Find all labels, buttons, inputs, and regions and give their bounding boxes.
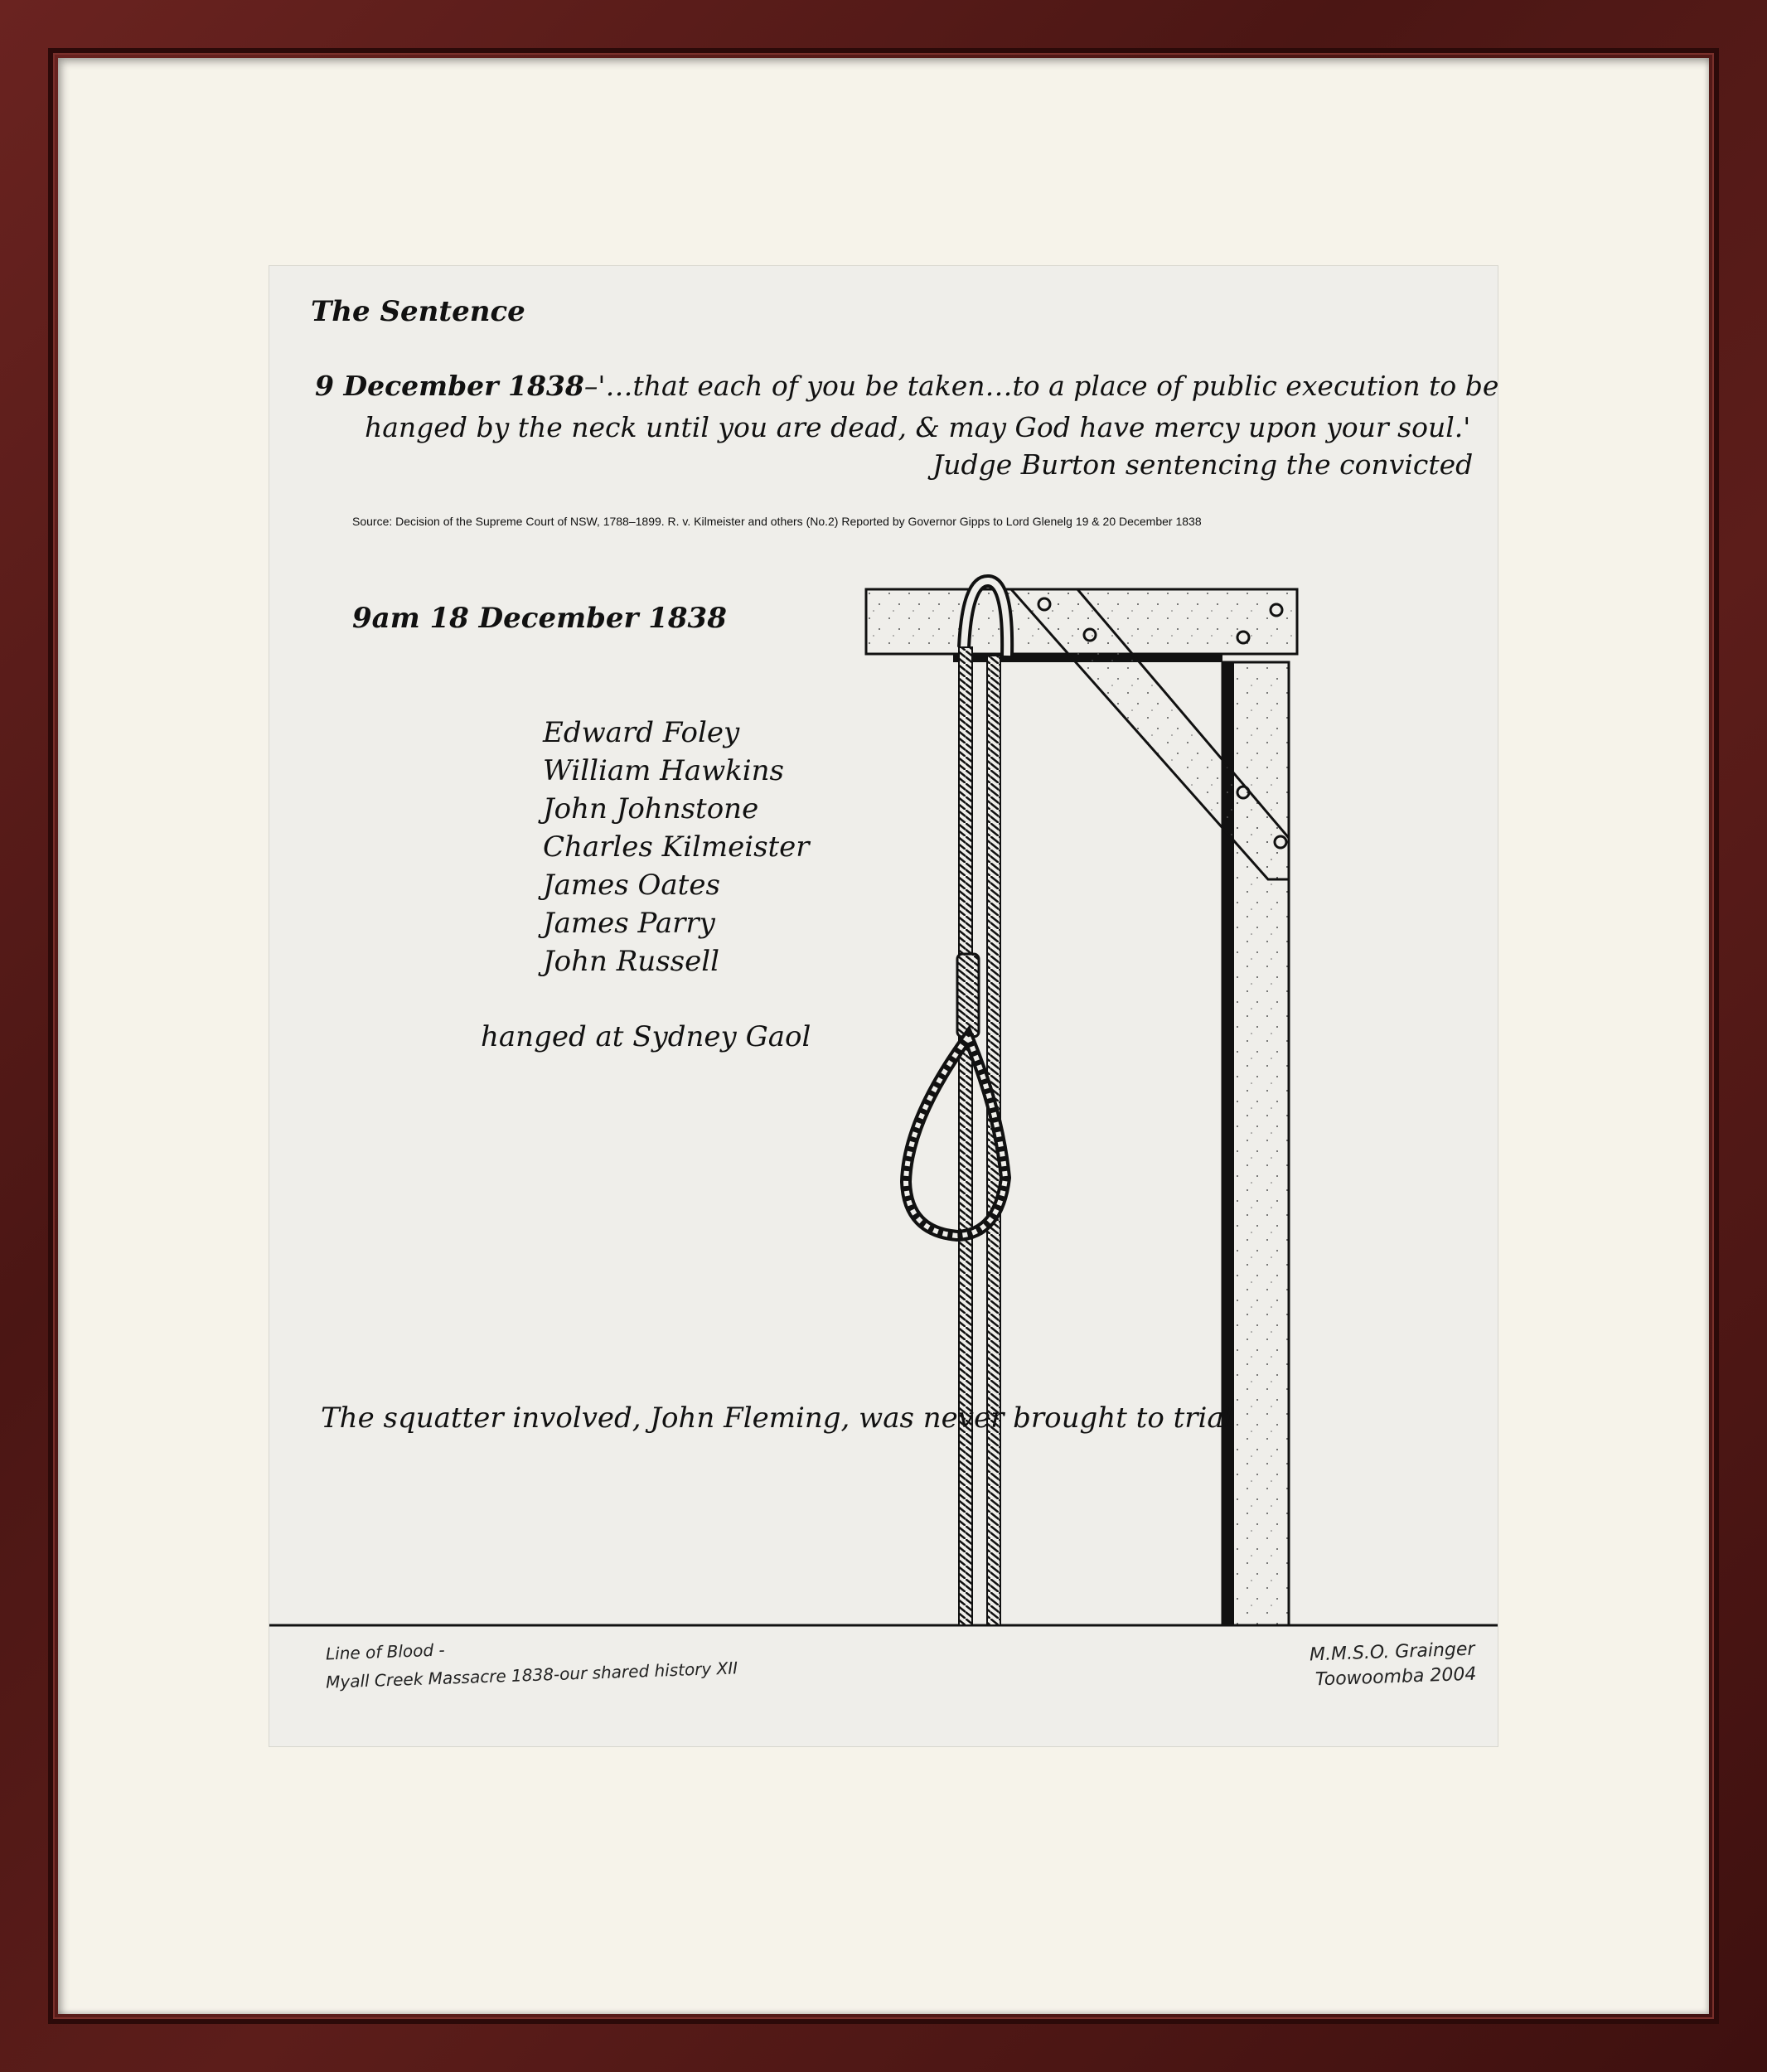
- sentence-quote-line-2: hanged by the neck until you are dead, & may God have mercy upon your soul.': [365, 411, 1471, 443]
- execution-date: 9am 18 December 1838: [352, 602, 727, 635]
- artwork-title: The Sentence: [311, 295, 525, 328]
- name-item: William Hawkins: [543, 754, 785, 787]
- gallows-drawing: [269, 266, 1498, 1746]
- artwork-place-year: Toowoomba 2004: [1314, 1663, 1477, 1691]
- name-item: Edward Foley: [543, 716, 740, 749]
- squatter-statement: The squatter involved, John Fleming, was never brought to trial: [321, 1402, 1233, 1435]
- quote-attribution: Judge Burton sentencing the convicted: [932, 448, 1474, 481]
- name-item: James Oates: [543, 869, 720, 902]
- sentence-date: 9 December 1838: [315, 370, 584, 402]
- artwork-caption-line-2: Myall Creek Massacre 1838-our shared history XII: [325, 1658, 738, 1692]
- artwork-caption-line-1: Line of Blood -: [325, 1639, 446, 1664]
- source-citation: Source: Decision of the Supreme Court of NSW, 1788–1899. R. v. Kilmeister and others (No.2) Reported by Governor Gipps to Lord Glenelg 19 & 20 December 1838: [352, 515, 1202, 528]
- name-item: Charles Kilmeister: [543, 830, 810, 864]
- rope-standing-end: [959, 647, 972, 1625]
- name-item: John Johnstone: [543, 792, 759, 825]
- artwork-print: [269, 266, 1498, 1746]
- noose-knot: [957, 954, 979, 1037]
- name-item: James Parry: [543, 907, 715, 940]
- artist-signature: M.M.S.O. Grainger: [1309, 1639, 1475, 1666]
- name-item: John Russell: [543, 945, 719, 978]
- hanged-statement: hanged at Sydney Gaol: [481, 1020, 811, 1053]
- sentence-quote-text-1: –'…that each of you be taken…to a place of public execution to be: [583, 370, 1499, 402]
